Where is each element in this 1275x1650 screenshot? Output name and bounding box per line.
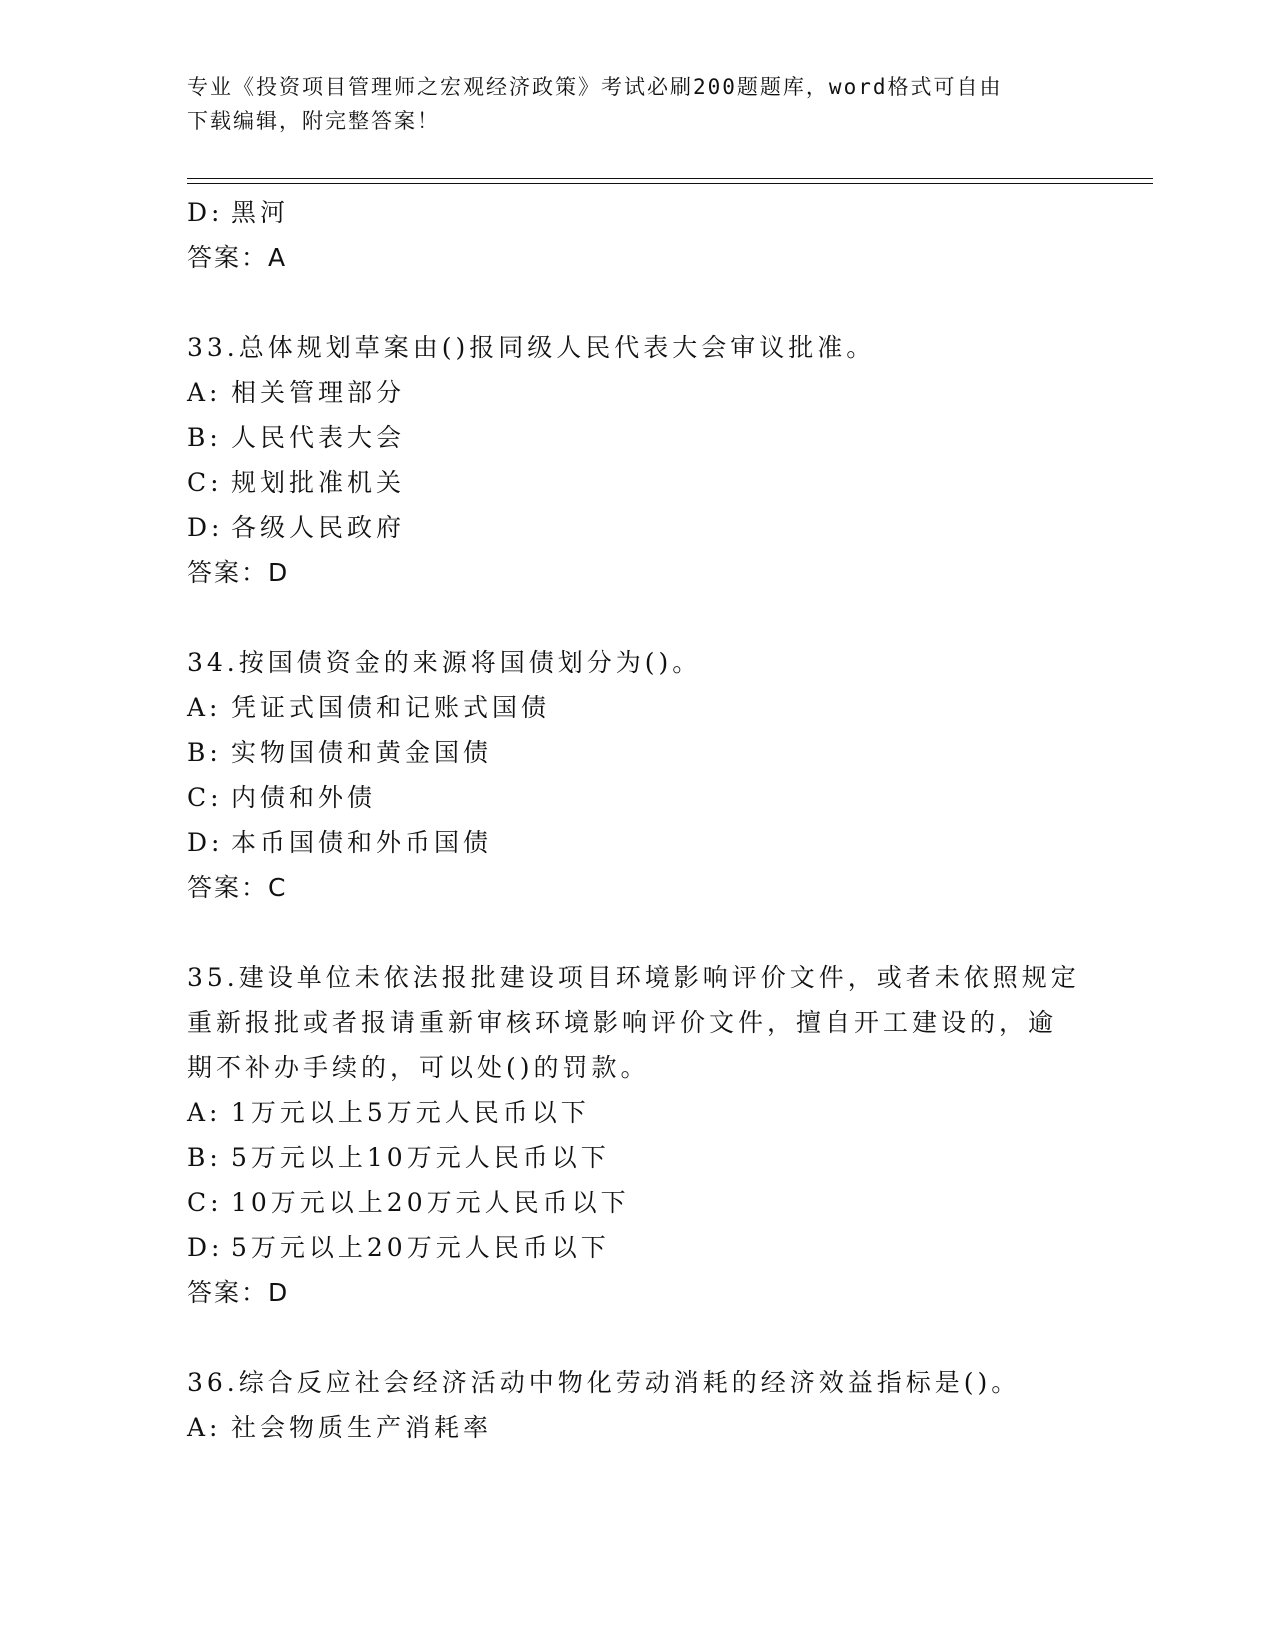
answer: 答案：D <box>187 558 290 587</box>
option-d <box>187 505 1087 550</box>
option-d <box>187 1225 1087 1270</box>
option-text: 黑河 <box>231 198 290 227</box>
option-text: 规划批准机关 <box>231 468 406 497</box>
option-a <box>187 685 1087 730</box>
option-text: 社会物质生产消耗率 <box>231 1413 493 1442</box>
option-letter: B: <box>187 1143 222 1172</box>
option-text: 本币国债和外币国债 <box>231 828 493 857</box>
option-a <box>187 1090 1087 1135</box>
option-letter: C: <box>187 1188 223 1217</box>
option-b <box>187 415 1087 460</box>
option-c <box>187 460 1087 505</box>
question-35 <box>187 955 1087 1315</box>
option-letter: A: <box>187 1413 222 1442</box>
option-letter: A: <box>187 1098 222 1127</box>
option-letter: B: <box>187 423 222 452</box>
question-33 <box>187 325 1087 595</box>
option-letter: D: <box>187 1233 224 1262</box>
option-c <box>187 775 1087 820</box>
option-c <box>187 1180 1087 1225</box>
option-letter: C: <box>187 468 223 497</box>
option-text: 内债和外债 <box>231 783 377 812</box>
option-text: 凭证式国债和记账式国债 <box>231 693 551 722</box>
question-36 <box>187 1360 1087 1450</box>
question-stem-line: 重新报批或者报请重新审核环境影响评价文件，擅自开工建设的，逾 <box>187 1008 1058 1037</box>
question-stem: 34.按国债资金的来源将国债划分为()。 <box>187 648 702 677</box>
option-text: 1万元以上5万元人民币以下 <box>231 1098 590 1127</box>
option-d <box>187 820 1087 865</box>
option-text: 10万元以上20万元人民币以下 <box>231 1188 630 1217</box>
question-stem: 36.综合反应社会经济活动中物化劳动消耗的经济效益指标是()。 <box>187 1368 1021 1397</box>
answer: 答案：D <box>187 1278 290 1307</box>
header-line-2: 下载编辑，附完整答案！ <box>187 109 440 133</box>
question-stem: 33.总体规划草案由()报同级人民代表大会审议批准。 <box>187 333 876 362</box>
option-letter: A: <box>187 378 222 407</box>
question-list <box>187 190 1087 1450</box>
document-header <box>187 70 1087 138</box>
answer: 答案：C <box>187 873 288 902</box>
question-stem-line: 期不补办手续的，可以处()的罚款。 <box>187 1053 650 1082</box>
option-text: 人民代表大会 <box>231 423 406 452</box>
option-text: 各级人民政府 <box>231 513 406 542</box>
option-letter: C: <box>187 783 223 812</box>
option-letter: B: <box>187 738 222 767</box>
question-stem-line: 35.建设单位未依法报批建设项目环境影响评价文件，或者未依照规定 <box>187 963 1080 992</box>
option-text: 5万元以上10万元人民币以下 <box>231 1143 610 1172</box>
question-34 <box>187 640 1087 910</box>
option-text: 5万元以上20万元人民币以下 <box>231 1233 610 1262</box>
option-b <box>187 730 1087 775</box>
header-divider-top <box>187 178 1153 179</box>
option-letter: A: <box>187 693 222 722</box>
option-letter: D: <box>187 513 224 542</box>
option-letter: D: <box>187 828 224 857</box>
option-text: 相关管理部分 <box>231 378 406 407</box>
option-b <box>187 1135 1087 1180</box>
option-letter: D: <box>187 198 224 227</box>
answer: 答案：A <box>187 243 288 272</box>
header-line-1: 专业《投资项目管理师之宏观经济政策》考试必刷200题题库，word格式可自由 <box>187 75 1003 99</box>
option-a <box>187 370 1087 415</box>
option-text: 实物国债和黄金国债 <box>231 738 493 767</box>
header-divider-bottom <box>187 183 1153 184</box>
option-a <box>187 1405 1087 1450</box>
option-d <box>187 190 1087 235</box>
